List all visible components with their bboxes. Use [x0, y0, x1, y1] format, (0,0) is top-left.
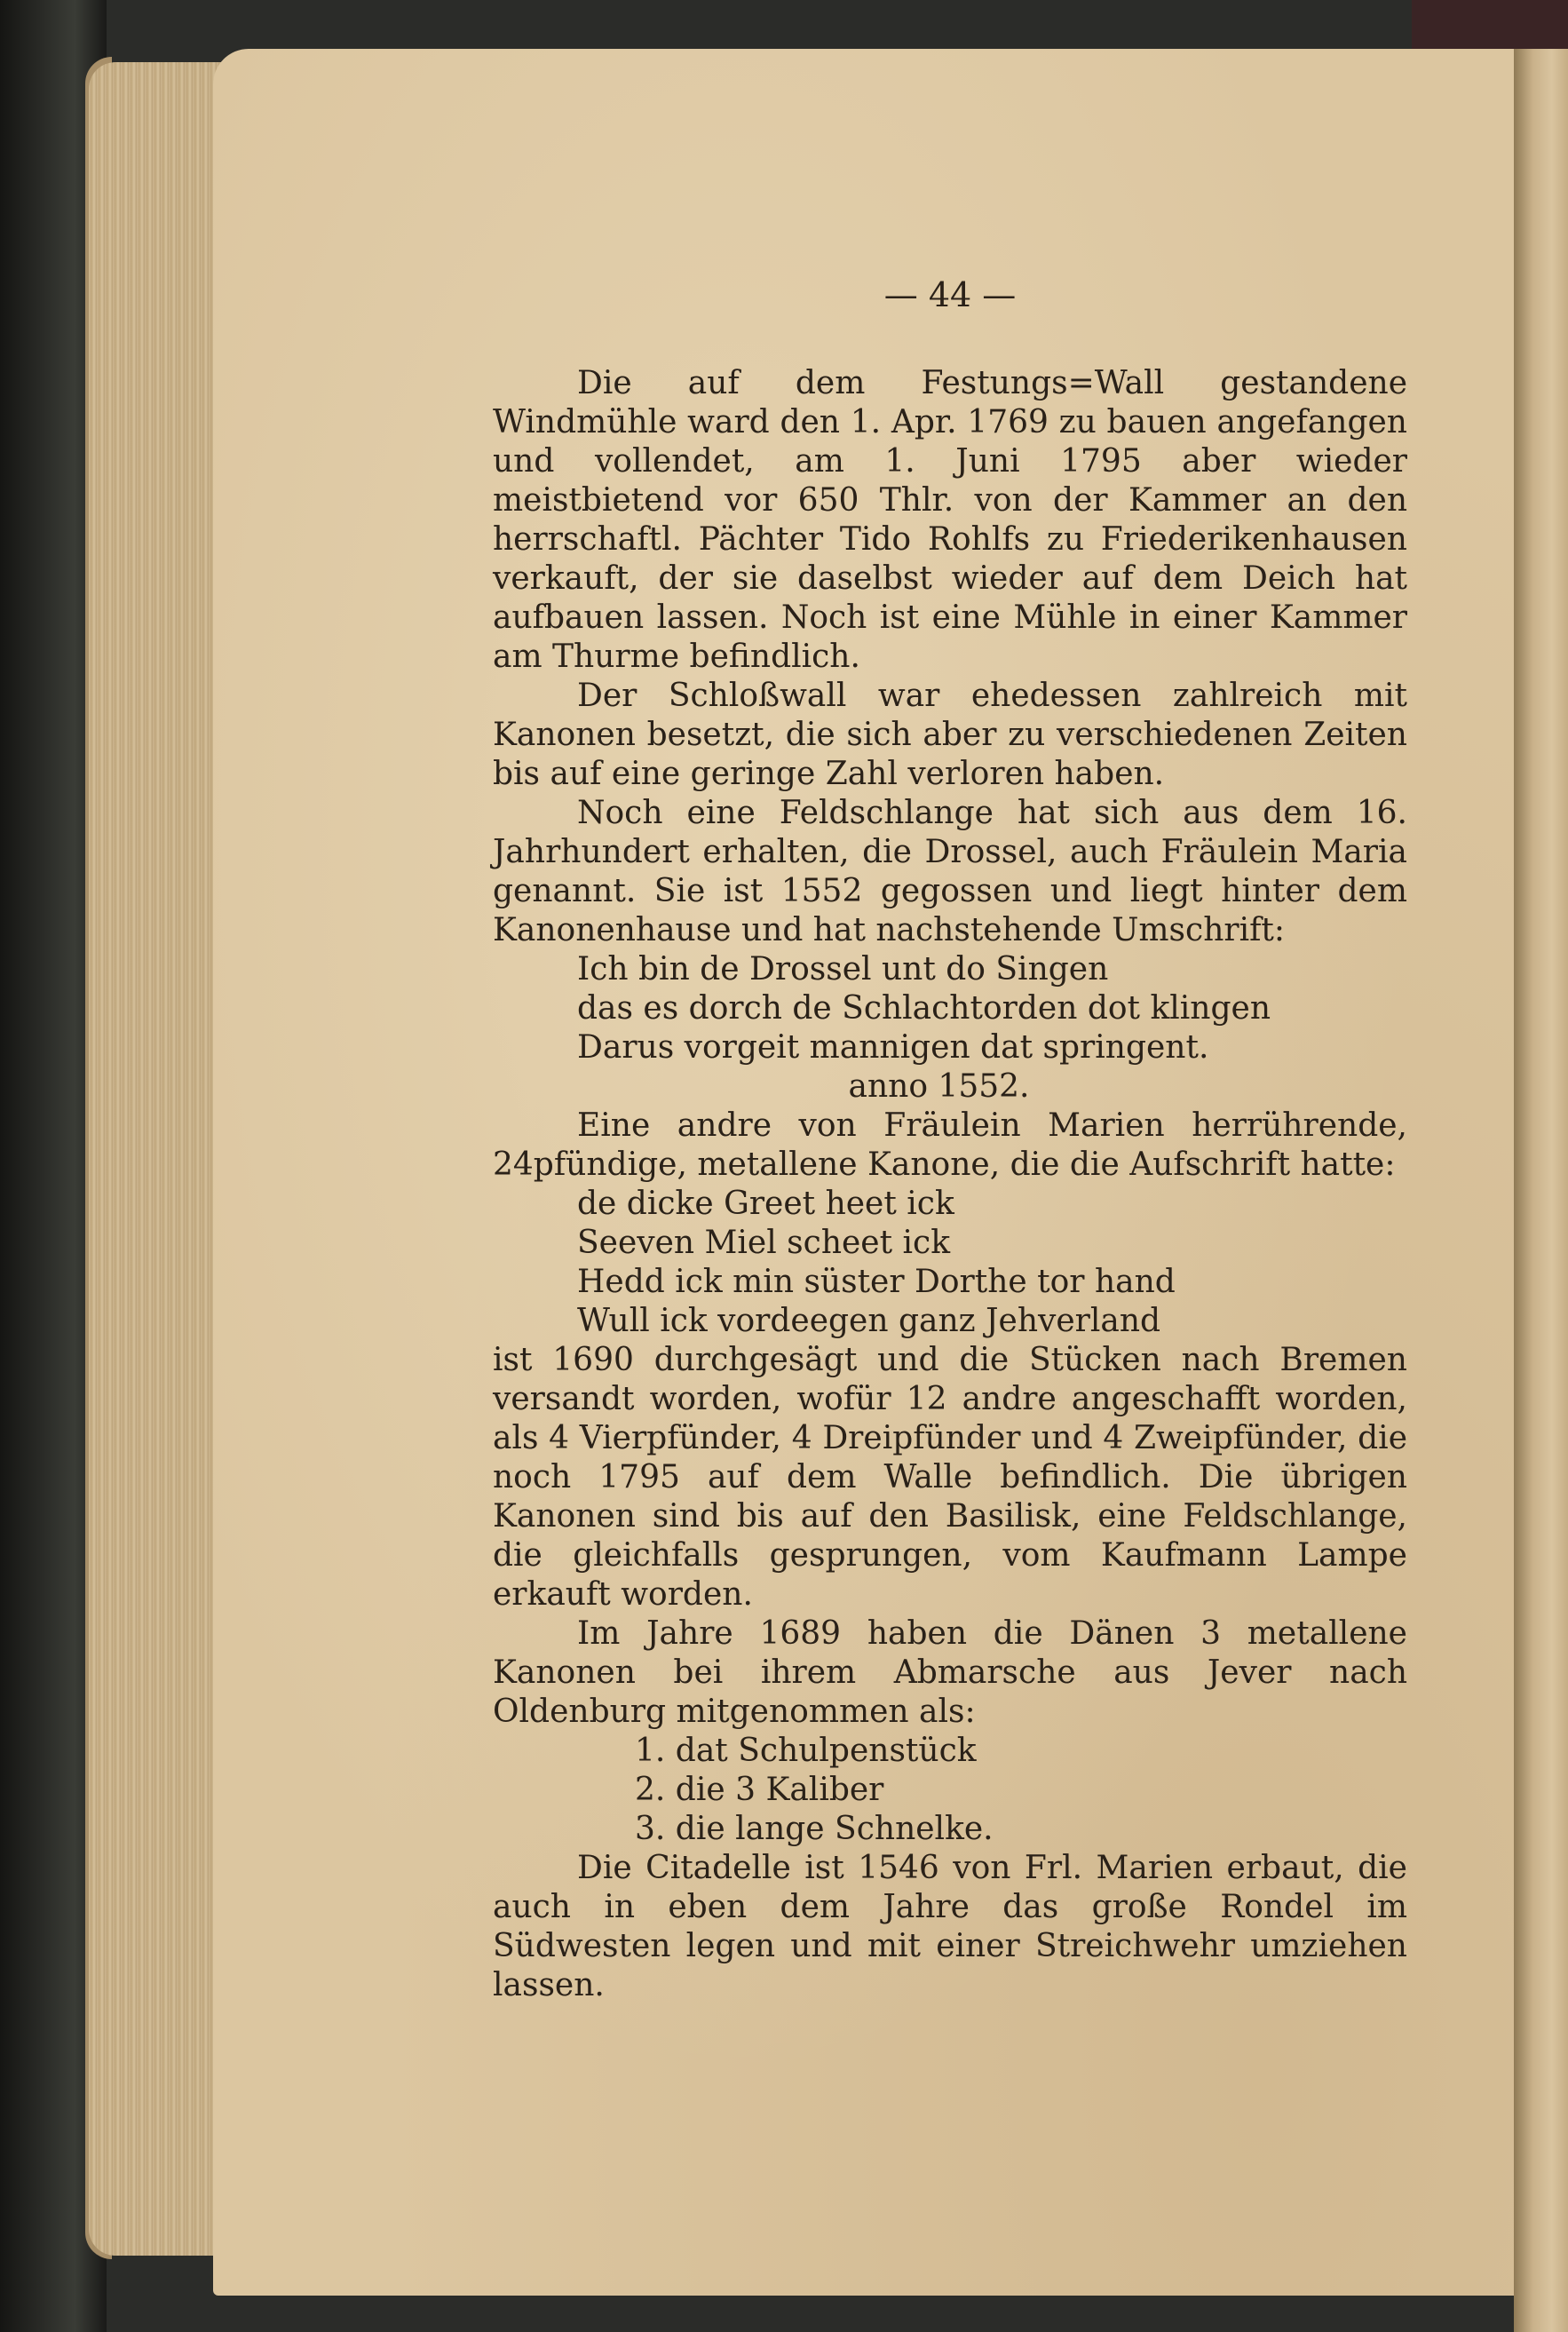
paragraph-daenen: Im Jahre 1689 haben die Dänen 3 metallene Kanonen bei ihrem Abmarsche aus Jever nach Oldenburg mitgenommen als:	[493, 1615, 1407, 1730]
verse-date: anno 1552.	[848, 1068, 1030, 1105]
page-edges	[89, 62, 231, 2256]
paragraph-kanone: Eine andre von Fräulein Marien herrührende, 24pfündige, metallene Kanone, die die Aufschrift hatte:	[493, 1107, 1407, 1183]
paragraph-durchgesaegt: ist 1690 durchgesägt und die Stücken nach Bremen versandt worden, wofür 12 andre angeschafft worden, als 4 Vierpfünder, 4 Dreipfünder und 4 Zweipfünder, die noch 1795 auf dem Walle befindlich. Die übrigen Kanonen sind bis auf den Basilisk, eine Feldschlange, die gleichfalls gesprungen, vom Kaufmann Lampe erkauft worden.	[493, 1342, 1407, 1613]
verse-drossel	[493, 950, 1407, 1107]
verse-line: das es dorch de Schlachtorden dot klingen	[577, 990, 1271, 1027]
verse-line: Darus vorgeit mannigen dat springent.	[577, 1029, 1209, 1066]
page-number: — 44 —	[883, 275, 1017, 314]
paragraph-schlosswall: Der Schloßwall war ehedessen zahlreich mit Kanonen besetzt, die sich aber zu verschiedenen Zeiten bis auf eine geringe Zahl verloren haben.	[493, 678, 1407, 792]
verse-line: Hedd ick min süster Dorthe tor hand	[577, 1264, 1176, 1300]
paragraph-citadelle: Die Citadelle ist 1546 von Frl. Marien erbaut, die auch in eben dem Jahre das große Rondel im Südwesten legen und mit einer Streichwehr umziehen lassen.	[493, 1850, 1407, 2003]
verse-greet	[493, 1185, 1407, 1341]
verse-line: Seeven Miel scheet ick	[577, 1225, 951, 1261]
cannon-list	[493, 1732, 1407, 1849]
list-item: 3. die lange Schnelke.	[635, 1811, 994, 1847]
page-body	[493, 364, 1407, 2005]
facing-page-edge	[1514, 49, 1568, 2332]
verse-line: Wull ick vordeegen ganz Jehverland	[577, 1303, 1161, 1339]
book-spine	[1412, 0, 1568, 49]
verse-line: de dicke Greet heet ick	[577, 1186, 954, 1222]
verse-line: Ich bin de Drossel unt do Singen	[577, 951, 1109, 988]
paragraph-windmill: Die auf dem Festungs=Wall gestandene Windmühle ward den 1. Apr. 1769 zu bauen angefangen und vollendet, am 1. Juni 1795 aber wieder meistbietend vor 650 Thlr. von der Kammer an den herrschaftl. Pächter Tido Rohlfs zu Friederikenhausen verkauft, der sie daselbst wieder auf dem Deich hat aufbauen lassen. Noch ist eine Mühle in einer Kammer am Thurme befindlich.	[493, 365, 1407, 675]
paragraph-drossel: Noch eine Feldschlange hat sich aus dem 16. Jahrhundert erhalten, die Drossel, auch Fräulein Maria genannt. Sie ist 1552 gegossen und liegt hinter dem Kanonenhause und hat nachstehende Umschrift:	[493, 795, 1407, 948]
list-item: 1. dat Schulpenstück	[635, 1733, 977, 1769]
list-item: 2. die 3 Kaliber	[635, 1772, 884, 1808]
